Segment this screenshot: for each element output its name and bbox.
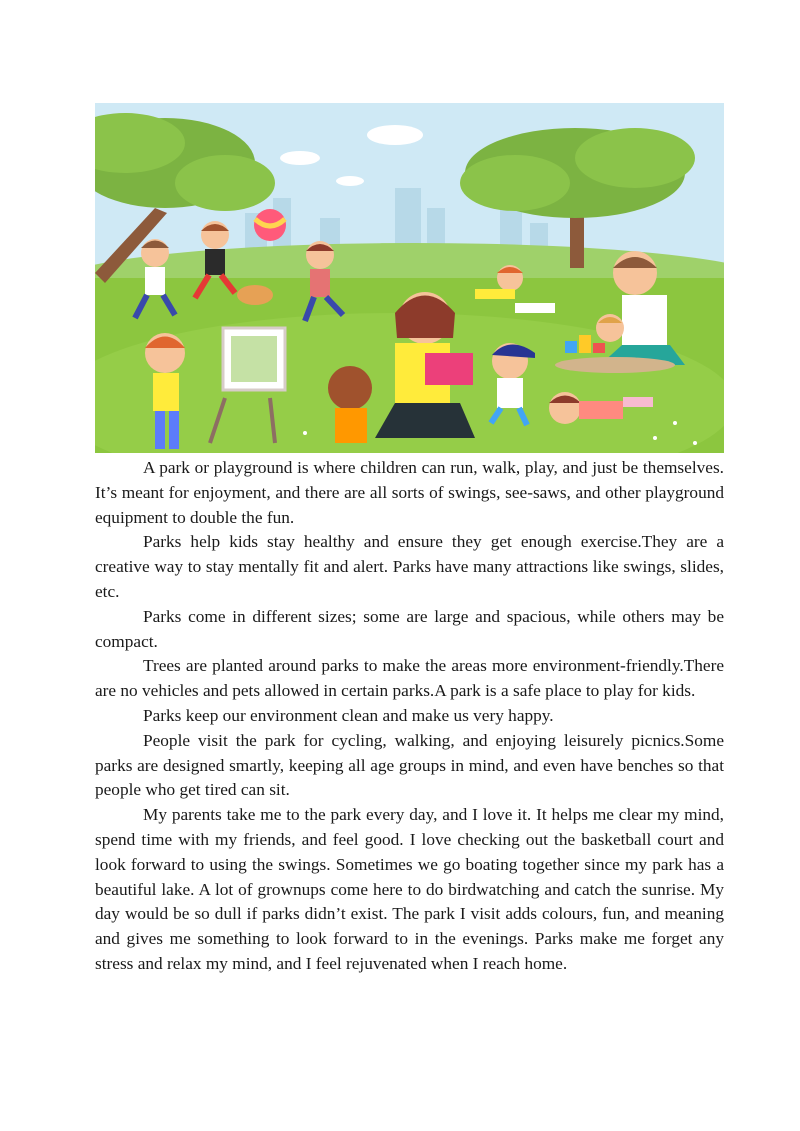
paragraph: Parks keep our environment clean and make us very happy. — [143, 705, 554, 725]
paragraph: A park or playground is where children can run, walk, play, and just be themselves. It’s meant for enjoyment, and there are all sorts of swings, see-saws, and other playground equipment to double the fun. — [95, 458, 724, 527]
paragraph: Trees are planted around parks to make the areas more environment-friendly.There are no vehicles and pets allowed in certain parks.A park is a safe place to play for kids. — [95, 656, 724, 701]
paragraph: My parents take me to the park every day, and I love it. It helps me clear my mind, spend time with my friends, and feel good. I love checking out the basketball court and look forward to using the swings. Sometimes we go boating together since my park has a beautiful lake. A lot of grownups come here to do birdwatching and catch the sunrise. My day would be so dull if parks didn’t exist. The park I visit adds colours, fun, and meaning and gives me something to look forward to in the evenings. Parks make me forget any stress and relax my mind, and I feel rejuvenated when I reach home. — [95, 805, 724, 973]
paragraph: People visit the park for cycling, walking, and enjoying leisurely picnics.Some parks are designed smartly, keeping all age groups in mind, and even have benches so that people who get tired can sit. — [95, 730, 724, 800]
paragraph: Parks help kids stay healthy and ensure they get enough exercise.They are a creative way to stay mentally fit and alert. Parks have many attractions like swings, slides, etc. — [95, 532, 724, 601]
dog-icon — [237, 285, 273, 305]
park-illustration — [95, 103, 724, 453]
paragraph: Parks come in different sizes; some are large and spacious, while others may be compact. — [95, 606, 724, 651]
body-text — [95, 456, 724, 977]
